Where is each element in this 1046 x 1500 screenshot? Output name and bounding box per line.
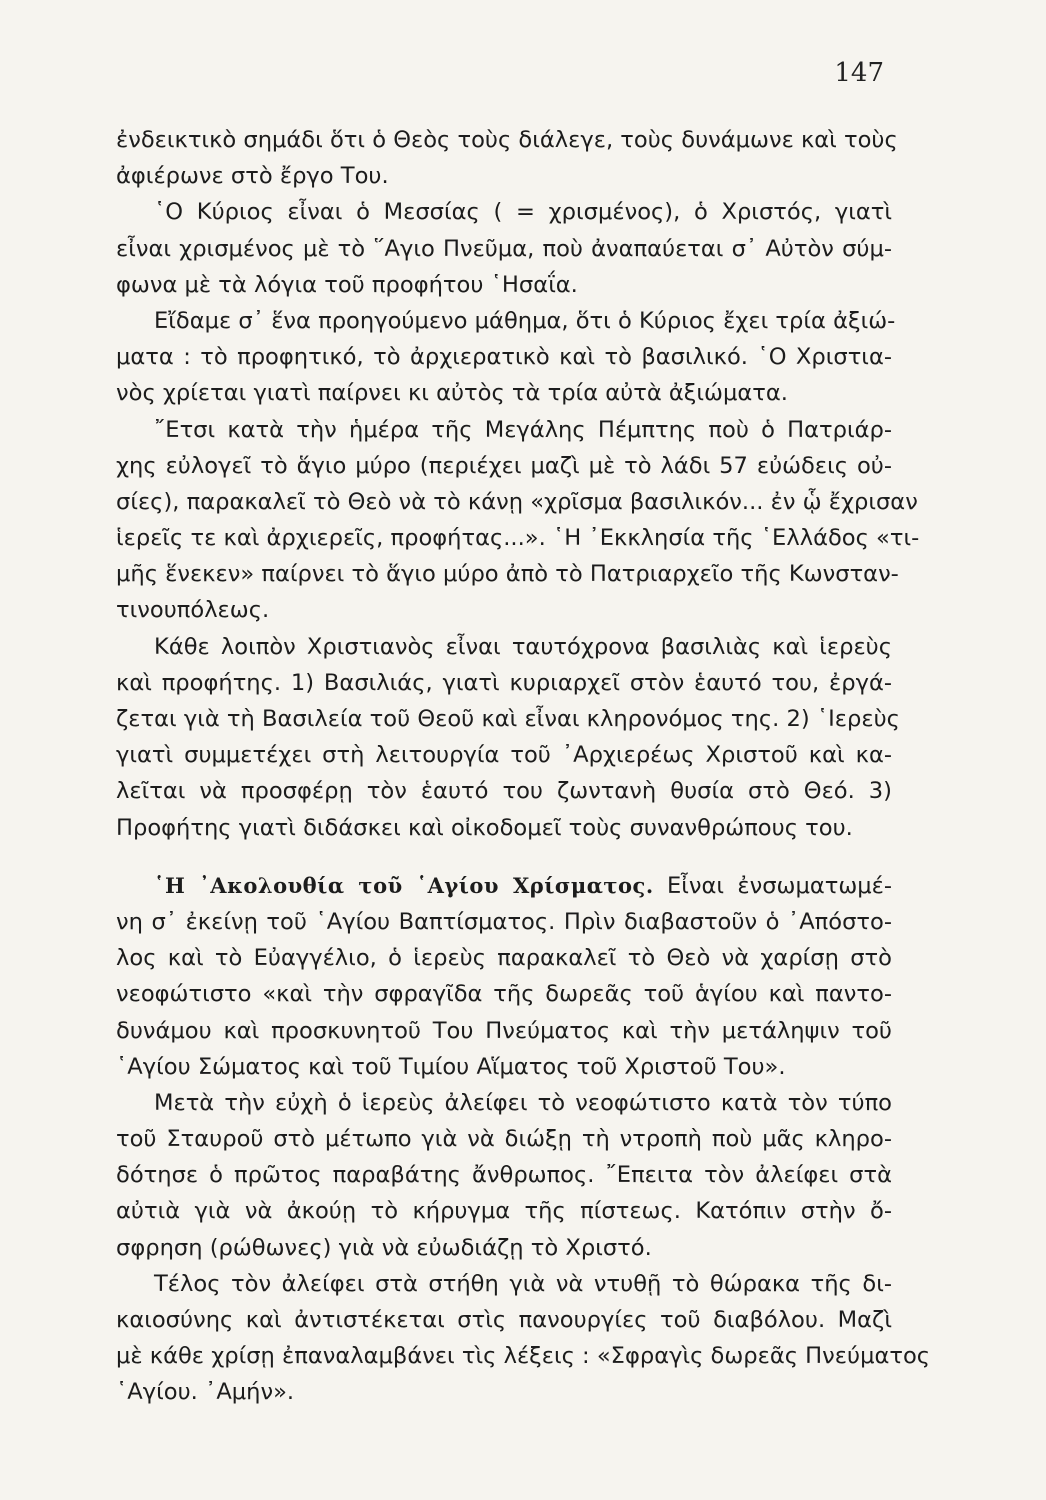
text-line: Τέλος τὸν ἀλείφει στὰ στήθη γιὰ νὰ ντυθῇ τὸ θώρακα τῆς δι- (154, 1270, 892, 1297)
paragraph (116, 303, 896, 412)
text-line: χης εὐλογεῖ τὸ ἅγιο μύρο (περιέχει μαζὶ μὲ τὸ λάδι 57 εὐώδεις οὐ- (116, 452, 892, 479)
text-line: ἐνδεικτικὸ σημάδι ὅτι ὁ Θεὸς τοὺς διάλεγε, τοὺς δυνάμωνε καὶ τοὺς (116, 127, 898, 153)
text-run: Εἶναι ἐνσωματωμέ- (666, 872, 893, 899)
paragraph (116, 629, 900, 846)
text-line: νη σ᾽ ἐκείνῃ τοῦ ῾Αγίου Βαπτίσματος. Πρὶν διαβαστοῦν ὁ ᾿Απόστο- (116, 908, 892, 935)
text-line: νὸς χρίεται γιατὶ παίρνει κι αὐτὸς τὰ τρία αὐτὰ ἀξιώματα. (116, 380, 788, 407)
paragraph (116, 122, 898, 194)
paragraph (116, 1085, 892, 1266)
text-line: μὲ κάθε χρίσῃ ἐπαναλαμβάνει τὶς λέξεις : «Σφραγὶς δωρεᾶς Πνεύματος (116, 1343, 931, 1370)
text-line: Προφήτης γιατὶ διδάσκει καὶ οἰκοδομεῖ τοὺς συνανθρώπους του. (116, 814, 853, 841)
text-line: τινουπόλεως. (116, 597, 270, 624)
text-line: Εἴδαμε σ᾽ ἕνα προηγούμενο μάθημα, ὅτι ὁ Κύριος ἔχει τρία ἀξιώ- (154, 307, 896, 334)
text-line: λος καὶ τὸ Εὐαγγέλιο, ὁ ἱερεὺς παρακαλεῖ τὸ Θεὸ νὰ χαρίσῃ στὸ (116, 945, 892, 972)
text-line: Μετὰ τὴν εὐχὴ ὁ ἱερεὺς ἀλείφει τὸ νεοφώτιστο κατὰ τὸν τύπο (154, 1089, 892, 1116)
body-text (116, 122, 931, 1411)
page-number: 147 (834, 58, 884, 88)
text-line: λεῖται νὰ προσφέρῃ τὸν ἑαυτό του ζωντανὴ θυσία στὸ Θεό. 3) (116, 778, 892, 805)
text-line: γιατὶ συμμετέχει στὴ λειτουργία τοῦ ᾿Αρχιερέως Χριστοῦ καὶ κα- (116, 742, 892, 769)
text-line: δότησε ὁ πρῶτος παραβάτης ἄνθρωπος. ῎Επειτα τὸν ἀλείφει στὰ (116, 1162, 892, 1189)
section-heading: ῾Η ᾿Ακολουθία τοῦ ῾Αγίου Χρίσματος. (154, 872, 654, 898)
text-line: Κάθε λοιπὸν Χριστιανὸς εἶναι ταυτόχρονα βασιλιὰς καὶ ἱερεὺς (154, 633, 892, 660)
text-line: σίες), παρακαλεῖ τὸ Θεὸ νὰ τὸ κάνῃ «χρῖσμα βασιλικόν... ἐν ᾧ ἔχρισαν (116, 488, 918, 515)
section-gap (116, 846, 892, 868)
text-line: ἱερεῖς τε καὶ ἀρχιερεῖς, προφήτας...». ῾Η ᾿Εκκλησία τῆς ῾Ελλάδος «τι- (116, 525, 920, 552)
text-line: ῾Αγίου. ᾿Αμήν». (116, 1379, 295, 1406)
paragraph (116, 1266, 931, 1411)
text-line: μῆς ἕνεκεν» παίρνει τὸ ἅγιο μύρο ἀπὸ τὸ Πατριαρχεῖο τῆς Κωνσταν- (116, 561, 899, 588)
text-line (116, 868, 892, 904)
paragraph (116, 412, 920, 629)
text-line: τοῦ Σταυροῦ στὸ μέτωπο γιὰ νὰ διώξῃ τὴ ντροπὴ ποὺ μᾶς κληρο- (116, 1126, 892, 1153)
text-line: καὶ προφήτης. 1) Βασιλιάς, γιατὶ κυριαρχεῖ στὸν ἑαυτό του, ἐργά- (116, 669, 892, 696)
text-line: νεοφώτιστο «καὶ τὴν σφραγῖδα τῆς δωρεᾶς τοῦ ἁγίου καὶ παντο- (116, 981, 892, 1008)
text-line: ῎Ετσι κατὰ τὴν ἡμέρα τῆς Μεγάλης Πέμπτης ποὺ ὁ Πατριάρ- (154, 416, 892, 443)
paragraph (116, 194, 892, 303)
text-line: σφρηση (ρώθωνες) γιὰ νὰ εὐωδιάζῃ τὸ Χριστό. (116, 1234, 652, 1261)
text-line: ῾Ο Κύριος εἶναι ὁ Μεσσίας ( = χρισμένος), ὁ Χριστός, γιατὶ (154, 199, 892, 226)
text-line: ἀφιέρωνε στὸ ἔργο Του. (116, 163, 389, 190)
text-line: ζεται γιὰ τὴ Βασιλεία τοῦ Θεοῦ καὶ εἶναι κληρονόμος της. 2) ῾Ιερεὺς (116, 706, 900, 732)
text-line: ῾Αγίου Σώματος καὶ τοῦ Τιμίου Αἵματος τοῦ Χριστοῦ Του». (116, 1053, 786, 1080)
text-line: εἶναι χρισμένος μὲ τὸ ῞Αγιο Πνεῦμα, ποὺ ἀναπαύεται σ᾽ Αὐτὸν σύμ- (116, 235, 892, 262)
text-line: ματα : τὸ προφητικό, τὸ ἀρχιερατικὸ καὶ τὸ βασιλικό. ῾Ο Χριστια- (116, 344, 892, 371)
text-line: δυνάμου καὶ προσκυνητοῦ Του Πνεύματος καὶ τὴν μετάληψιν τοῦ (116, 1017, 892, 1044)
text-line: αὐτιὰ γιὰ νὰ ἀκούῃ τὸ κήρυγμα τῆς πίστεως. Κατόπιν στὴν ὄ- (116, 1198, 892, 1225)
text-line: καιοσύνης καὶ ἀντιστέκεται στὶς πανουργίες τοῦ διαβόλου. Μαζὶ (116, 1307, 892, 1333)
paragraph (116, 868, 892, 1085)
text-line: φωνα μὲ τὰ λόγια τοῦ προφήτου ῾Ησαΐα. (116, 271, 578, 298)
